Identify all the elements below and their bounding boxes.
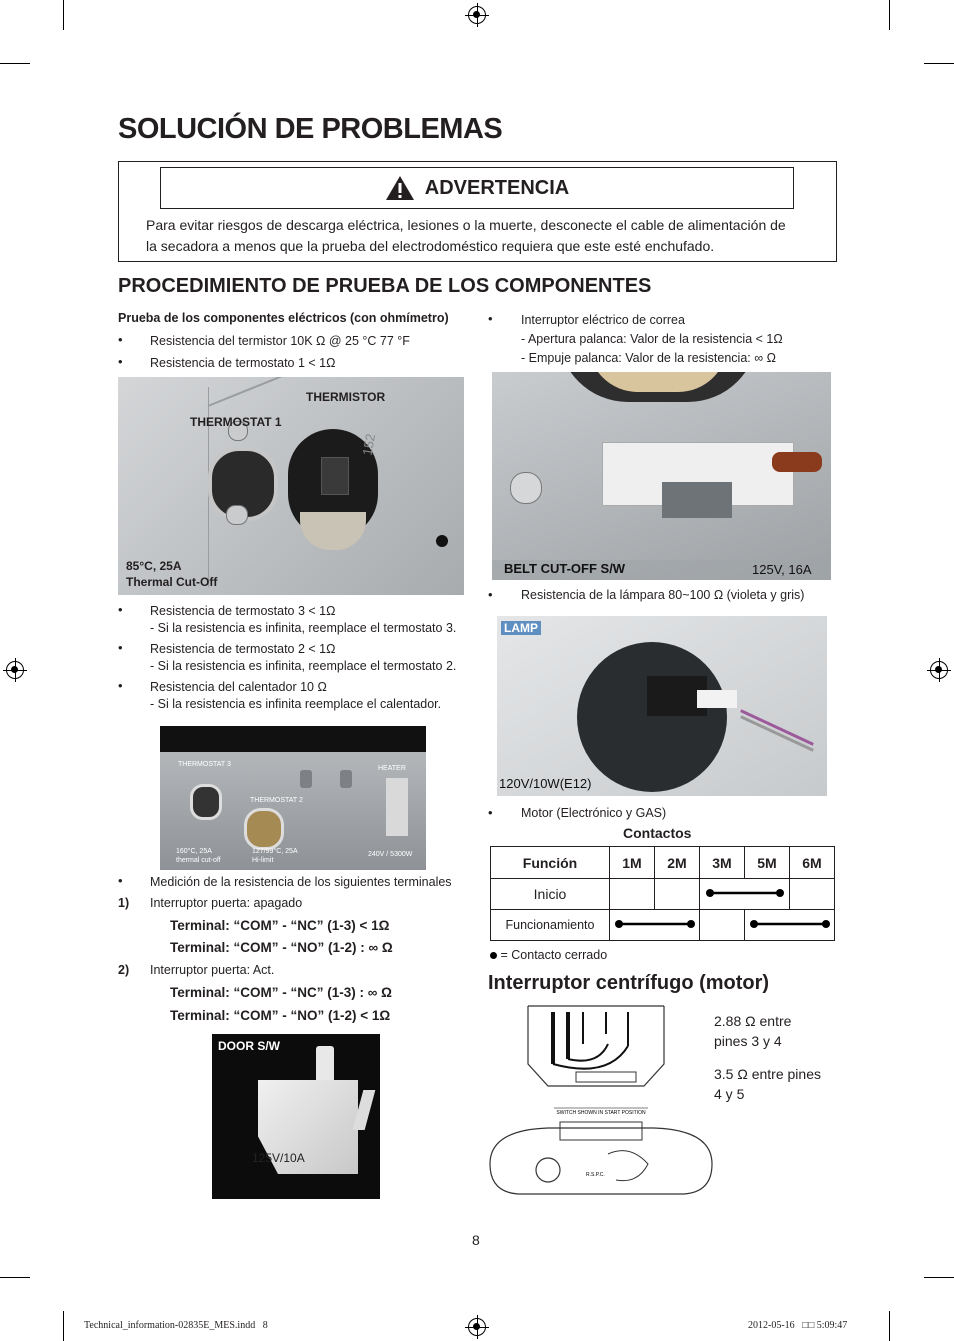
note-text: 4 y 5: [714, 1086, 745, 1102]
list-item: [150, 679, 441, 713]
table-cell: [790, 879, 835, 910]
bullet-icon: •: [118, 602, 123, 617]
list-item-subtext: - Si la resistencia es infinita, reemplace el termostato 3.: [150, 621, 457, 635]
lamp-label: LAMP: [501, 621, 541, 635]
door-switch-photo: [212, 1034, 380, 1199]
centrifugal-title: Interruptor centrífugo (motor): [488, 972, 770, 994]
registration-mark-icon: [6, 661, 24, 679]
bullet-icon: •: [118, 873, 123, 888]
door-switch-label: DOOR S/W: [218, 1039, 280, 1053]
warning-line: la secadora a menos que la prueba del electrodoméstico requiera que este esté enchufado.: [146, 238, 715, 254]
table-header: 1M: [610, 847, 655, 879]
rating-label: 160°C, 25A: [176, 848, 212, 855]
lamp-rating: 120V/10W(E12): [499, 776, 592, 791]
belt-cutoff-photo: [492, 372, 831, 580]
section-title: PROCEDIMIENTO DE PRUEBA DE LOS COMPONENTES: [118, 275, 652, 297]
warning-heading: [160, 167, 794, 209]
bullet-icon: •: [488, 311, 493, 326]
page-title: SOLUCIÓN DE PROBLEMAS: [118, 113, 503, 145]
belt-cutoff-label: BELT CUT-OFF S/W: [504, 561, 626, 576]
thermostat1-label: THERMOSTAT 1: [190, 415, 282, 429]
list-number: 2): [118, 963, 130, 977]
bullet-icon: •: [118, 332, 123, 347]
lamp-photo: [497, 616, 827, 796]
warning-text: [146, 215, 826, 257]
heater-label: HEATER: [378, 765, 406, 772]
thermistor-photo: [118, 377, 464, 595]
warning-line: Para evitar riesgos de descarga eléctrica, lesiones o la muerte, desconecte el cable de alimentación de: [146, 217, 786, 233]
table-header: 5M: [745, 847, 790, 879]
table-header: Función: [491, 847, 610, 879]
table-header: 3M: [700, 847, 745, 879]
terminal-spec: Terminal: “COM” - “NO” (1-2) : ∞ Ω: [170, 940, 393, 955]
table-cell: [745, 910, 835, 941]
terminal-spec: Terminal: “COM” - “NO” (1-2) < 1Ω: [170, 1008, 391, 1023]
contact-dot-icon: [490, 952, 497, 959]
rating-label: 127/99°C, 25A: [252, 848, 298, 855]
heater-photo: [160, 726, 426, 870]
list-item: Motor (Electrónico y GAS): [521, 806, 667, 820]
list-item: Resistencia del termistor 10K Ω @ 25 °C 77 °F: [150, 334, 410, 348]
thermistor-stamp: 152: [359, 432, 379, 457]
contact-closed-icon: [749, 918, 831, 930]
note-text: 2.88 Ω entre: [714, 1013, 792, 1029]
list-item: [150, 641, 456, 675]
list-item: Resistencia de termostato 1 < 1Ω: [150, 356, 336, 370]
footer-date: 2012-05-16 □□ 5:09:47: [748, 1320, 848, 1331]
bullet-icon: •: [488, 587, 493, 602]
registration-mark-icon: [930, 661, 948, 679]
note-text: 3.5 Ω entre pines: [714, 1066, 821, 1082]
table-header: 6M: [790, 847, 835, 879]
crop-mark: [924, 63, 954, 64]
list-number: 1): [118, 896, 130, 910]
list-item-text: Resistencia de termostato 3 < 1Ω: [150, 604, 336, 618]
registration-mark-icon: [468, 6, 486, 24]
list-item: Medición de la resistencia de los siguientes terminales: [150, 875, 452, 889]
rating-label: 240V / 5300W: [368, 851, 413, 858]
thermistor-label: THERMISTOR: [306, 390, 386, 404]
rating-label: thermal cut-off: [176, 857, 221, 864]
note-text: pines 3 y 4: [714, 1033, 782, 1049]
resistance-note: [714, 1064, 821, 1104]
page-number: 8: [472, 1232, 480, 1248]
list-item: Interruptor puerta: Act.: [150, 963, 275, 977]
list-item: Resistencia de la lámpara 80~100 Ω (violeta y gris): [521, 588, 805, 602]
list-item-text: Resistencia del calentador 10 Ω: [150, 680, 327, 694]
crop-mark: [889, 1311, 890, 1341]
list-item-text: Interruptor eléctrico de correa: [521, 313, 685, 327]
terminal-spec: Terminal: “COM” - “NC” (1-3) : ∞ Ω: [170, 985, 392, 1000]
table-row-label: Funcionamiento: [491, 910, 610, 941]
list-item-text: Resistencia de termostato 2 < 1Ω: [150, 642, 336, 656]
contact-closed-icon: [705, 887, 785, 899]
centrifugal-switch-diagram: [488, 1004, 714, 1196]
contacts-title: Contactos: [623, 825, 692, 841]
list-item-subtext: - Si la resistencia es infinita, reemplace el termostato 2.: [150, 659, 457, 673]
crop-mark: [0, 63, 30, 64]
legend-text: = Contacto cerrado: [500, 948, 608, 962]
door-switch-rating: 125V/10A: [252, 1151, 305, 1165]
crop-mark: [63, 0, 64, 30]
diagram-rspc-label: R.S.P.C.: [586, 1172, 605, 1178]
warning-box: [118, 161, 837, 262]
warning-triangle-icon: [385, 175, 415, 201]
list-item-subtext: - Si la resistencia es infinita reemplace el calentador.: [150, 697, 442, 711]
crop-mark: [63, 1311, 64, 1341]
list-item: [521, 311, 783, 368]
crop-mark: [924, 1277, 954, 1278]
rating-label: Hi-limit: [252, 857, 274, 864]
contact-closed-icon: [614, 918, 696, 930]
contacts-table: [490, 846, 835, 941]
bullet-icon: •: [118, 678, 123, 693]
list-item: [150, 603, 456, 637]
list-item: Interruptor puerta: apagado: [150, 896, 303, 910]
diagram-caption: SWITCH SHOWN IN START POSITION: [556, 1110, 646, 1116]
table-row-label: Inicio: [491, 879, 610, 910]
rating-label: 85°C, 25A: [126, 559, 182, 573]
legend: [490, 947, 607, 964]
table-header: 2M: [655, 847, 700, 879]
bullet-icon: •: [118, 354, 123, 369]
thermostat3-label: THERMOSTAT 3: [178, 761, 231, 768]
table-cell: [610, 910, 700, 941]
crop-mark: [889, 0, 890, 30]
table-cell: [610, 879, 655, 910]
registration-mark-icon: [468, 1318, 486, 1336]
table-cell: [700, 910, 745, 941]
resistance-note: [714, 1011, 791, 1051]
list-item-subtext: - Apertura palanca: Valor de la resistencia < 1Ω: [521, 332, 783, 346]
list-item-subtext: - Empuje palanca: Valor de la resistencia: ∞ Ω: [521, 351, 776, 365]
terminal-spec: Terminal: “COM” - “NC” (1-3) < 1Ω: [170, 918, 390, 933]
belt-cutoff-rating: 125V, 16A: [752, 562, 812, 577]
table-cell: [700, 879, 790, 910]
subheading: Prueba de los componentes eléctricos (con ohmímetro): [118, 311, 449, 325]
warning-heading-text: ADVERTENCIA: [424, 176, 570, 199]
bullet-icon: •: [488, 805, 493, 820]
table-cell: [655, 879, 700, 910]
crop-mark: [0, 1277, 30, 1278]
rating-label: Thermal Cut-Off: [126, 575, 218, 589]
bullet-icon: •: [118, 640, 123, 655]
thermostat2-label: THERMOSTAT 2: [250, 797, 303, 804]
footer-file: Technical_information-02835E_MES.indd 8: [84, 1320, 268, 1331]
